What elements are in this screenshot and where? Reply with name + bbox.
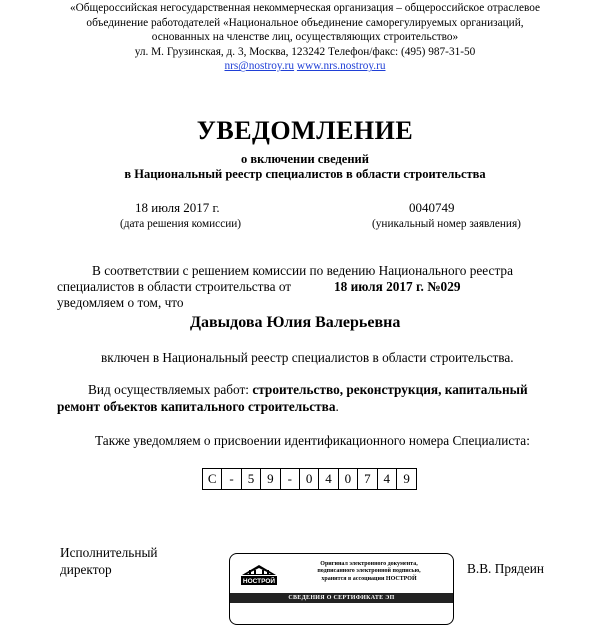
logo-text: НОСТРОЙ: [242, 578, 276, 585]
specialist-name: Давыдова Юлия Валерьевна: [190, 314, 401, 331]
included-statement: включен в Национальный реестр специалистов в области строительства.: [101, 350, 514, 365]
document-subtitle-1: о включении сведений: [241, 152, 369, 166]
id-char: С: [203, 469, 222, 489]
decision-date-caption: (дата решения комиссии): [120, 218, 242, 230]
document-title: УВЕДОМЛЕНИЕ: [196, 116, 414, 145]
stamp-line-3: хранится в ассоциации НОСТРОЙ: [321, 575, 417, 582]
para1-line2: специалистов в области строительства от: [57, 279, 292, 294]
work-types-value-1: строительство, реконструкция, капитальный: [252, 382, 528, 397]
work-types-line1: [88, 382, 528, 398]
work-types-period: .: [335, 399, 339, 414]
header-links: [40, 59, 570, 74]
nostroy-logo-icon: [240, 564, 278, 588]
organization-header: [40, 1, 570, 74]
stamp-line-2: подписанного электронной подписью,: [317, 568, 421, 575]
document-subtitle-2: в Национальный реестр специалистов в области строительства: [124, 167, 486, 181]
stamp-line-1: Оригинал электронного документа,: [320, 561, 418, 567]
specialist-id-box: [202, 468, 417, 490]
id-char: 9: [403, 471, 410, 486]
id-char: -: [281, 469, 300, 489]
signatory-title-line1: Исполнительный: [60, 545, 158, 560]
stamp-text: [294, 561, 444, 583]
id-char: 5: [242, 469, 261, 489]
website-link[interactable]: www.nrs.nostroy.ru: [296, 60, 386, 73]
para1-line3: уведомляем о том, что: [57, 295, 184, 310]
header-address: ул. М. Грузинская, д. 3, Москва, 123242 Телефон/факс: (495) 987-31-50: [134, 45, 476, 58]
work-types-value-2: ремонт объектов капитального строительства: [57, 399, 336, 414]
para1-line1: В соответствии с решением комиссии по ведению Национального реестра: [92, 263, 513, 278]
id-char: -: [222, 469, 241, 489]
header-line-2: объединение работодателей «Национальное объединение саморегулируемых организаций,: [86, 16, 524, 29]
application-number-caption: (уникальный номер заявления): [372, 218, 521, 230]
id-char: 7: [358, 469, 377, 489]
certificate-info-bar: СВЕДЕНИЯ О СЕРТИФИКАТЕ ЭП: [230, 593, 453, 603]
id-char: 0: [339, 469, 358, 489]
work-types-line2: [57, 399, 339, 415]
header-line-3: основанных на членстве лиц, осуществляющих строительство»: [151, 31, 459, 44]
decision-reference: 18 июля 2017 г. №029: [334, 279, 461, 294]
id-char: 0: [300, 469, 319, 489]
header-line-1: «Общероссийская негосударственная некоммерческая организация – общероссийское отраслевое: [69, 2, 541, 14]
decision-date: 18 июля 2017 г.: [135, 200, 220, 215]
email-link[interactable]: nrs@nostroy.ru: [224, 60, 295, 73]
signatory-title-line2: директор: [60, 562, 112, 577]
id-assignment-statement: Также уведомляем о присвоении идентификационного номера Специалиста:: [95, 433, 530, 448]
work-types-label: Вид осуществляемых работ:: [88, 382, 249, 397]
application-number: 0040749: [409, 200, 455, 215]
id-char: 4: [319, 469, 338, 489]
signatory-name: В.В. Прядеин: [467, 561, 544, 576]
id-char: 9: [261, 469, 280, 489]
e-signature-stamp: [229, 553, 454, 625]
id-char: 4: [378, 469, 397, 489]
